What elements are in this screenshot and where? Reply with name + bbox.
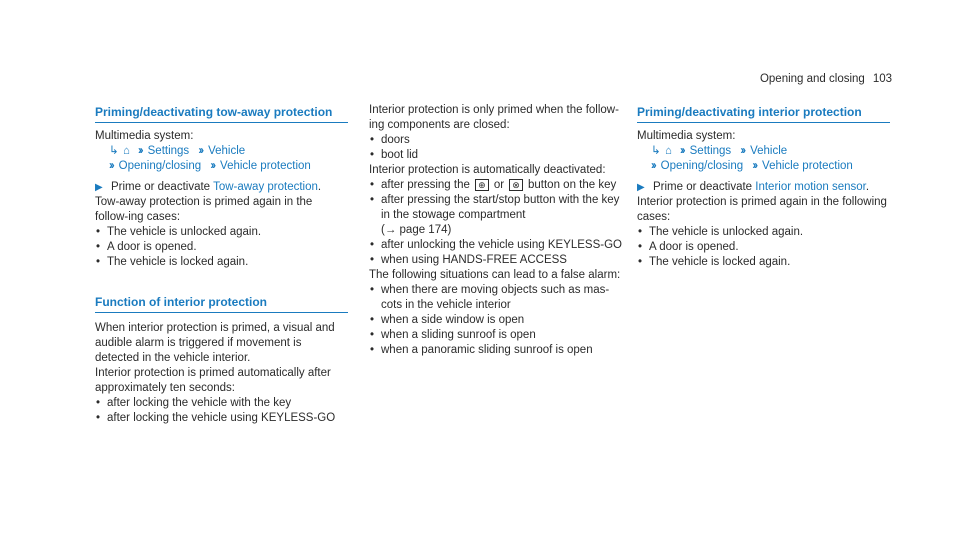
double-chevron-icon: ›› [651,160,655,172]
interior-motion-sensor-link: Interior motion sensor [755,181,866,193]
return-arrow-icon: ↳ [109,145,119,157]
list-item: • doors [370,134,410,146]
action-suffix: . [865,181,870,193]
double-chevron-icon: ›› [679,145,684,157]
nav-path-line2 [95,159,348,174]
list-item: • when a sliding sunroof is open [370,329,536,341]
page-number: 103 [872,73,892,85]
list-item: • after pressing the ⊕ or ⊗ button on the key [370,179,617,191]
action-step [637,180,890,195]
list-item: • The vehicle is unlocked again. [96,226,262,238]
list-item: • when using HANDS-FREE ACCESS [370,254,567,266]
list-item: • after locking the vehicle using KEYLESS-GO [96,412,336,424]
nav-vehicle-protection: Vehicle protection [220,160,311,172]
list-item: • The vehicle is unlocked again. [638,226,804,238]
auto-prime-paragraph: Interior protection is primed automatically after approximately ten seconds: [95,367,331,394]
double-chevron-icon: ›› [740,145,745,157]
double-chevron-icon: ›› [137,145,142,157]
double-chevron-icon: ›› [752,160,757,172]
double-chevron-icon: ›› [210,160,215,172]
primed-again-text: Interior protection is primed again in the following cases: [637,196,887,223]
nav-path-line1 [95,144,348,159]
nav-vehicle: Vehicle [750,145,788,157]
deactivated-intro: Interior protection is automatically deactivated: [369,164,606,176]
list-item: • The vehicle is locked again. [638,256,791,268]
list-item: • after unlocking the vehicle using KEYLESS-GO [370,239,622,251]
left-column [95,104,348,426]
nav-settings: Settings [147,145,190,157]
section-name: Opening and closing [759,73,865,85]
multimedia-label: Multimedia system: [95,130,194,142]
interior-sensor-button-icon: ⊗ [509,179,523,191]
primed-cases-list [95,225,348,270]
list-item: • The vehicle is locked again. [96,256,249,268]
action-suffix: . [317,181,322,193]
section-title-interior-protection: Priming/deactivating interior protection [637,104,890,123]
tow-away-link: Tow-away protection [213,181,318,193]
lock-button-icon: ⊕ [475,179,489,191]
list-item: • after pressing the start/stop button with the key in the stowage compartment (→ page 174) [370,194,620,236]
action-text: Prime or deactivate [653,181,756,193]
list-item: • A door is opened. [96,241,197,253]
nav-vehicle-protection: Vehicle protection [762,160,853,172]
primed-cases-list [637,225,890,270]
false-alarm-list [369,283,622,358]
nav-path-line2 [637,159,890,174]
nav-settings: Settings [689,145,732,157]
section-title-interior-function: Function of interior protection [95,294,348,313]
list-item: • A door is opened. [638,241,739,253]
nav-opening-closing: Opening/closing [118,160,202,172]
right-column [637,104,890,270]
list-item: • after locking the vehicle with the key [96,397,292,409]
double-chevron-icon: ›› [109,160,113,172]
list-item: • when a side window is open [370,314,525,326]
double-chevron-icon: ›› [198,145,203,157]
home-icon: ⌂ [665,145,672,157]
deactivated-list [369,178,622,268]
nav-path-line1 [637,144,890,159]
action-arrow-icon: ▶ [637,182,645,193]
middle-column [369,103,622,358]
nav-opening-closing: Opening/closing [660,160,744,172]
nav-vehicle: Vehicle [208,145,246,157]
primed-again-text: Tow-away protection is primed again in the follow-ing cases: [95,196,313,223]
section-title-tow-away: Priming/deactivating tow-away protection [95,104,348,123]
home-icon: ⌂ [123,145,130,157]
components-intro: Interior protection is only primed when the follow-ing components are closed: [369,104,619,131]
multimedia-label: Multimedia system: [637,130,736,142]
action-arrow-icon: ▶ [95,182,103,193]
function-paragraph: When interior protection is primed, a visual and audible alarm is triggered if movement is detected in the vehicle interior. [95,322,335,364]
action-text: Prime or deactivate [111,181,214,193]
auto-prime-list [95,396,348,426]
false-alarm-intro: The following situations can lead to a false alarm: [369,269,621,281]
return-arrow-icon: ↳ [651,145,661,157]
components-list [369,133,622,163]
action-step [95,180,348,195]
running-header [760,72,892,87]
list-item: • boot lid [370,149,419,161]
list-item: • when there are moving objects such as mas-cots in the vehicle interior [370,284,610,311]
page-reference: (→ page 174) [381,224,452,236]
list-item: • when a panoramic sliding sunroof is open [370,344,593,356]
